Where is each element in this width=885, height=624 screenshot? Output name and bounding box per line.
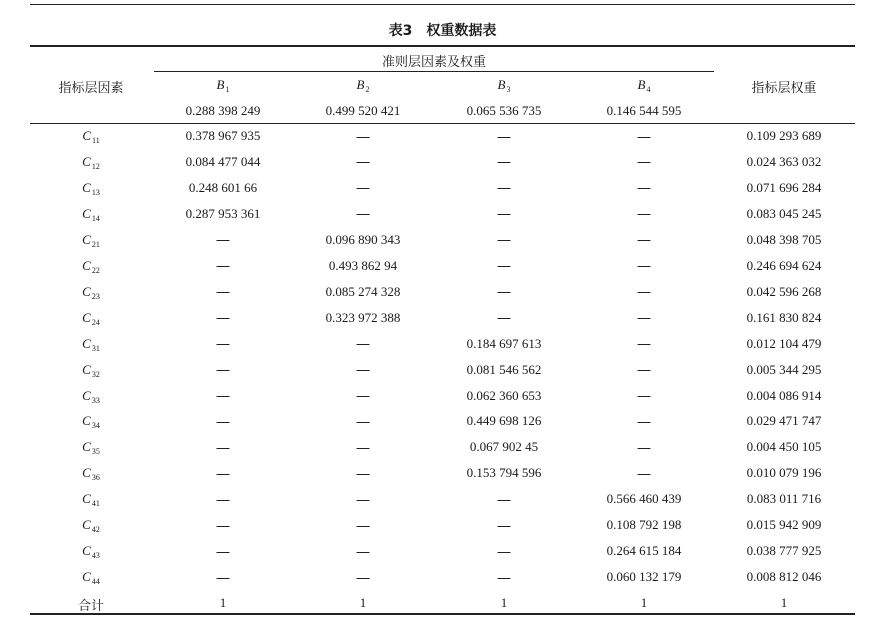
empty-dash — [638, 474, 651, 475]
row-letter: C — [82, 179, 91, 195]
row-subscript: 42 — [91, 525, 100, 535]
row-label — [82, 465, 100, 482]
row-letter: C — [82, 387, 91, 403]
row-weight: 0.083 011 716 — [746, 491, 822, 507]
row-label — [82, 284, 100, 301]
row-weight: 0.029 471 747 — [746, 413, 822, 429]
row-label — [82, 569, 100, 586]
criterion-label — [217, 77, 230, 94]
row-label — [82, 258, 100, 275]
criterion-subscript: 4 — [646, 85, 651, 94]
table-cell — [638, 284, 651, 300]
table-cell: 0.085 274 328 — [325, 283, 401, 299]
row-label — [82, 491, 100, 508]
table-cell: 0.493 862 94 — [328, 257, 398, 273]
row-label — [82, 336, 100, 353]
row-label — [82, 310, 100, 327]
total-label: 合计 — [77, 598, 105, 614]
table-cell — [217, 258, 230, 274]
row-subscript: 43 — [91, 551, 100, 561]
row-letter: C — [82, 231, 91, 247]
table-cell — [217, 336, 230, 352]
table-cell: 0.096 890 343 — [325, 231, 401, 247]
criterion-weight: 0.288 398 249 — [185, 103, 261, 118]
row-subscript: 23 — [91, 291, 100, 301]
empty-dash — [217, 474, 230, 475]
criterion-weight: 0.499 520 421 — [325, 103, 401, 118]
empty-dash — [357, 214, 370, 215]
table-cell — [638, 232, 651, 248]
empty-dash — [638, 292, 651, 293]
empty-dash — [357, 526, 370, 527]
table-cell — [498, 569, 511, 585]
row-letter: C — [82, 309, 91, 325]
row-subscript: 31 — [91, 343, 100, 353]
row-subscript: 12 — [91, 161, 100, 171]
table-cell — [357, 517, 370, 533]
row-letter: C — [82, 361, 91, 377]
table-cell — [217, 543, 230, 559]
empty-dash — [217, 526, 230, 527]
empty-dash — [217, 266, 230, 267]
empty-dash — [357, 344, 370, 345]
table-cell — [638, 336, 651, 352]
empty-dash — [498, 137, 511, 138]
table-cell: 0.060 132 179 — [606, 569, 682, 585]
table-cell — [217, 284, 230, 300]
empty-dash — [357, 188, 370, 189]
empty-dash — [498, 578, 511, 579]
header-bottom-rule — [30, 123, 855, 124]
table-cell — [357, 413, 370, 429]
table-cell — [638, 154, 651, 170]
row-weight: 0.005 344 295 — [746, 361, 822, 377]
empty-dash — [357, 422, 370, 423]
table-cell — [498, 284, 511, 300]
table-cell — [498, 258, 511, 274]
row-letter: C — [82, 569, 91, 585]
row-weight: 0.048 398 705 — [746, 231, 822, 247]
empty-dash — [357, 396, 370, 397]
table-cell — [498, 206, 511, 222]
criterion-weight: 0.146 544 595 — [606, 103, 682, 118]
empty-dash — [498, 240, 511, 241]
empty-dash — [498, 292, 511, 293]
row-letter: C — [82, 128, 91, 143]
table-cell — [638, 128, 651, 144]
table-cell — [498, 154, 511, 170]
table-cell: 0.378 967 935 — [185, 128, 261, 143]
empty-dash — [217, 318, 230, 319]
table-cell — [498, 491, 511, 507]
table-cell — [638, 465, 651, 481]
row-subscript: 21 — [91, 239, 100, 249]
table-cell — [498, 232, 511, 248]
row-weight: 0.071 696 284 — [746, 179, 822, 195]
row-weight: 0.012 104 479 — [746, 335, 822, 351]
row-weight: 0.083 045 245 — [746, 205, 822, 221]
table-cell — [638, 258, 651, 274]
empty-dash — [498, 214, 511, 215]
row-subscript: 35 — [91, 447, 100, 457]
table-cell: 0.081 546 562 — [466, 361, 542, 377]
empty-dash — [498, 552, 511, 553]
empty-dash — [217, 240, 230, 241]
criterion-subscript: 1 — [225, 85, 230, 94]
empty-dash — [638, 214, 651, 215]
table-title: 表3 权重数据表 — [388, 23, 497, 39]
total-weight: 1 — [780, 595, 788, 611]
row-subscript: 33 — [91, 395, 100, 405]
group-underline — [154, 71, 714, 72]
row-label — [82, 439, 100, 456]
table-cell: 0.062 360 653 — [466, 387, 542, 403]
empty-dash — [498, 526, 511, 527]
row-subscript: 36 — [91, 473, 100, 483]
row-subscript: 34 — [91, 421, 100, 431]
row-label — [82, 206, 100, 223]
row-label — [82, 362, 100, 379]
empty-dash — [357, 500, 370, 501]
row-weight: 0.161 830 824 — [746, 309, 822, 325]
table-cell — [217, 439, 230, 455]
row-letter: C — [82, 465, 91, 481]
table-cell — [217, 362, 230, 378]
table-cell: 0.248 601 66 — [188, 179, 258, 195]
empty-dash — [638, 188, 651, 189]
row-subscript: 32 — [91, 369, 100, 379]
empty-dash — [638, 370, 651, 371]
row-subscript: 14 — [91, 213, 100, 223]
row-letter: C — [82, 153, 91, 169]
table-cell: 0.566 460 439 — [606, 491, 682, 507]
empty-dash — [638, 137, 651, 138]
empty-dash — [638, 318, 651, 319]
empty-dash — [217, 422, 230, 423]
row-weight: 0.038 777 925 — [746, 543, 822, 559]
row-weight: 0.004 450 105 — [746, 439, 822, 455]
table-cell: 0.067 902 45 — [469, 439, 539, 455]
empty-dash — [638, 240, 651, 241]
empty-dash — [217, 292, 230, 293]
row-label — [82, 180, 100, 197]
row-subscript: 11 — [91, 136, 100, 145]
table-cell — [357, 388, 370, 404]
empty-dash — [498, 318, 511, 319]
table-cell: 0.084 477 044 — [185, 153, 261, 169]
criterion-weight: 0.065 536 735 — [466, 103, 542, 118]
table-cell — [357, 465, 370, 481]
criterion-letter: B — [216, 77, 225, 92]
empty-dash — [357, 162, 370, 163]
table-cell — [498, 517, 511, 533]
criterion-subscript: 3 — [506, 85, 511, 94]
row-letter: C — [82, 517, 91, 533]
criterion-label — [498, 77, 511, 94]
table-cell — [357, 154, 370, 170]
table-cell — [498, 180, 511, 196]
empty-dash — [357, 137, 370, 138]
row-letter: C — [82, 335, 91, 351]
row-subscript: 41 — [91, 499, 100, 509]
table-cell — [638, 362, 651, 378]
header-criteria-group: 准则层因素及权重 — [381, 55, 487, 70]
table-cell — [357, 180, 370, 196]
table-cell — [498, 128, 511, 144]
empty-dash — [638, 344, 651, 345]
empty-dash — [357, 370, 370, 371]
table-cell: 0.323 972 388 — [325, 309, 401, 325]
empty-dash — [217, 344, 230, 345]
table-cell — [217, 491, 230, 507]
criterion-letter: B — [637, 77, 646, 92]
row-label — [82, 413, 100, 430]
criterion-letter: B — [497, 77, 506, 92]
empty-dash — [498, 162, 511, 163]
row-label — [82, 232, 100, 249]
row-letter: C — [82, 439, 91, 455]
table-cell — [638, 439, 651, 455]
table-cell: 0.108 792 198 — [606, 517, 682, 533]
header-indicator-weight: 指标层权重 — [751, 81, 817, 96]
table-cell — [498, 310, 511, 326]
header-indicator-factor: 指标层因素 — [58, 81, 124, 96]
table-cell — [357, 491, 370, 507]
table-bottom-rule — [30, 613, 855, 615]
empty-dash — [498, 266, 511, 267]
table-cell: 0.449 698 126 — [466, 413, 542, 429]
table-cell: 0.264 615 184 — [606, 543, 682, 559]
empty-dash — [217, 578, 230, 579]
row-weight: 0.024 363 032 — [746, 153, 822, 169]
table-cell — [638, 388, 651, 404]
row-letter: C — [82, 543, 91, 559]
row-label — [82, 154, 100, 171]
empty-dash — [357, 578, 370, 579]
total-cell: 1 — [359, 595, 367, 611]
row-subscript: 22 — [91, 265, 100, 275]
empty-dash — [638, 396, 651, 397]
table-cell — [357, 336, 370, 352]
total-cell: 1 — [640, 595, 648, 611]
row-weight: 0.109 293 689 — [746, 128, 822, 143]
table-cell: 0.153 794 596 — [466, 465, 542, 481]
table-cell — [638, 206, 651, 222]
row-weight: 0.042 596 268 — [746, 283, 822, 299]
empty-dash — [638, 162, 651, 163]
row-subscript: 24 — [91, 317, 100, 327]
criterion-subscript: 2 — [365, 85, 370, 94]
row-letter: C — [82, 413, 91, 429]
row-weight: 0.246 694 624 — [746, 257, 822, 273]
table-cell — [638, 310, 651, 326]
table-cell — [217, 413, 230, 429]
empty-dash — [357, 552, 370, 553]
table-cell — [357, 206, 370, 222]
row-label — [82, 388, 100, 405]
row-subscript: 44 — [91, 577, 100, 587]
criterion-label — [357, 77, 370, 94]
row-weight: 0.010 079 196 — [746, 465, 822, 481]
empty-dash — [217, 396, 230, 397]
empty-dash — [217, 370, 230, 371]
criterion-label — [638, 77, 651, 94]
top-rule-thin — [30, 4, 855, 5]
total-cell: 1 — [219, 595, 227, 611]
row-letter: C — [82, 491, 91, 507]
table-cell — [217, 310, 230, 326]
empty-dash — [217, 552, 230, 553]
row-label — [82, 128, 99, 145]
table-cell — [217, 232, 230, 248]
row-label — [82, 543, 100, 560]
table-cell — [357, 569, 370, 585]
row-weight: 0.015 942 909 — [746, 517, 822, 533]
empty-dash — [357, 474, 370, 475]
table-cell — [357, 543, 370, 559]
table-cell: 0.184 697 613 — [466, 335, 542, 351]
table-cell — [638, 413, 651, 429]
empty-dash — [638, 266, 651, 267]
row-letter: C — [82, 257, 91, 273]
row-label — [82, 517, 100, 534]
empty-dash — [638, 448, 651, 449]
total-cell: 1 — [500, 595, 508, 611]
table-cell — [217, 569, 230, 585]
row-subscript: 13 — [91, 187, 100, 197]
header-top-rule — [30, 45, 855, 47]
table-cell: 0.287 953 361 — [185, 205, 261, 221]
table-cell — [357, 439, 370, 455]
table-cell — [357, 128, 370, 144]
table-cell — [217, 388, 230, 404]
row-letter: C — [82, 283, 91, 299]
table-cell — [217, 465, 230, 481]
table-cell — [357, 362, 370, 378]
criterion-letter: B — [356, 77, 365, 92]
table-cell — [638, 180, 651, 196]
empty-dash — [217, 500, 230, 501]
row-letter: C — [82, 205, 91, 221]
empty-dash — [217, 448, 230, 449]
row-weight: 0.008 812 046 — [746, 569, 822, 585]
table-cell — [217, 517, 230, 533]
empty-dash — [357, 448, 370, 449]
empty-dash — [638, 422, 651, 423]
empty-dash — [498, 500, 511, 501]
table-cell — [498, 543, 511, 559]
empty-dash — [498, 188, 511, 189]
row-weight: 0.004 086 914 — [746, 387, 822, 403]
